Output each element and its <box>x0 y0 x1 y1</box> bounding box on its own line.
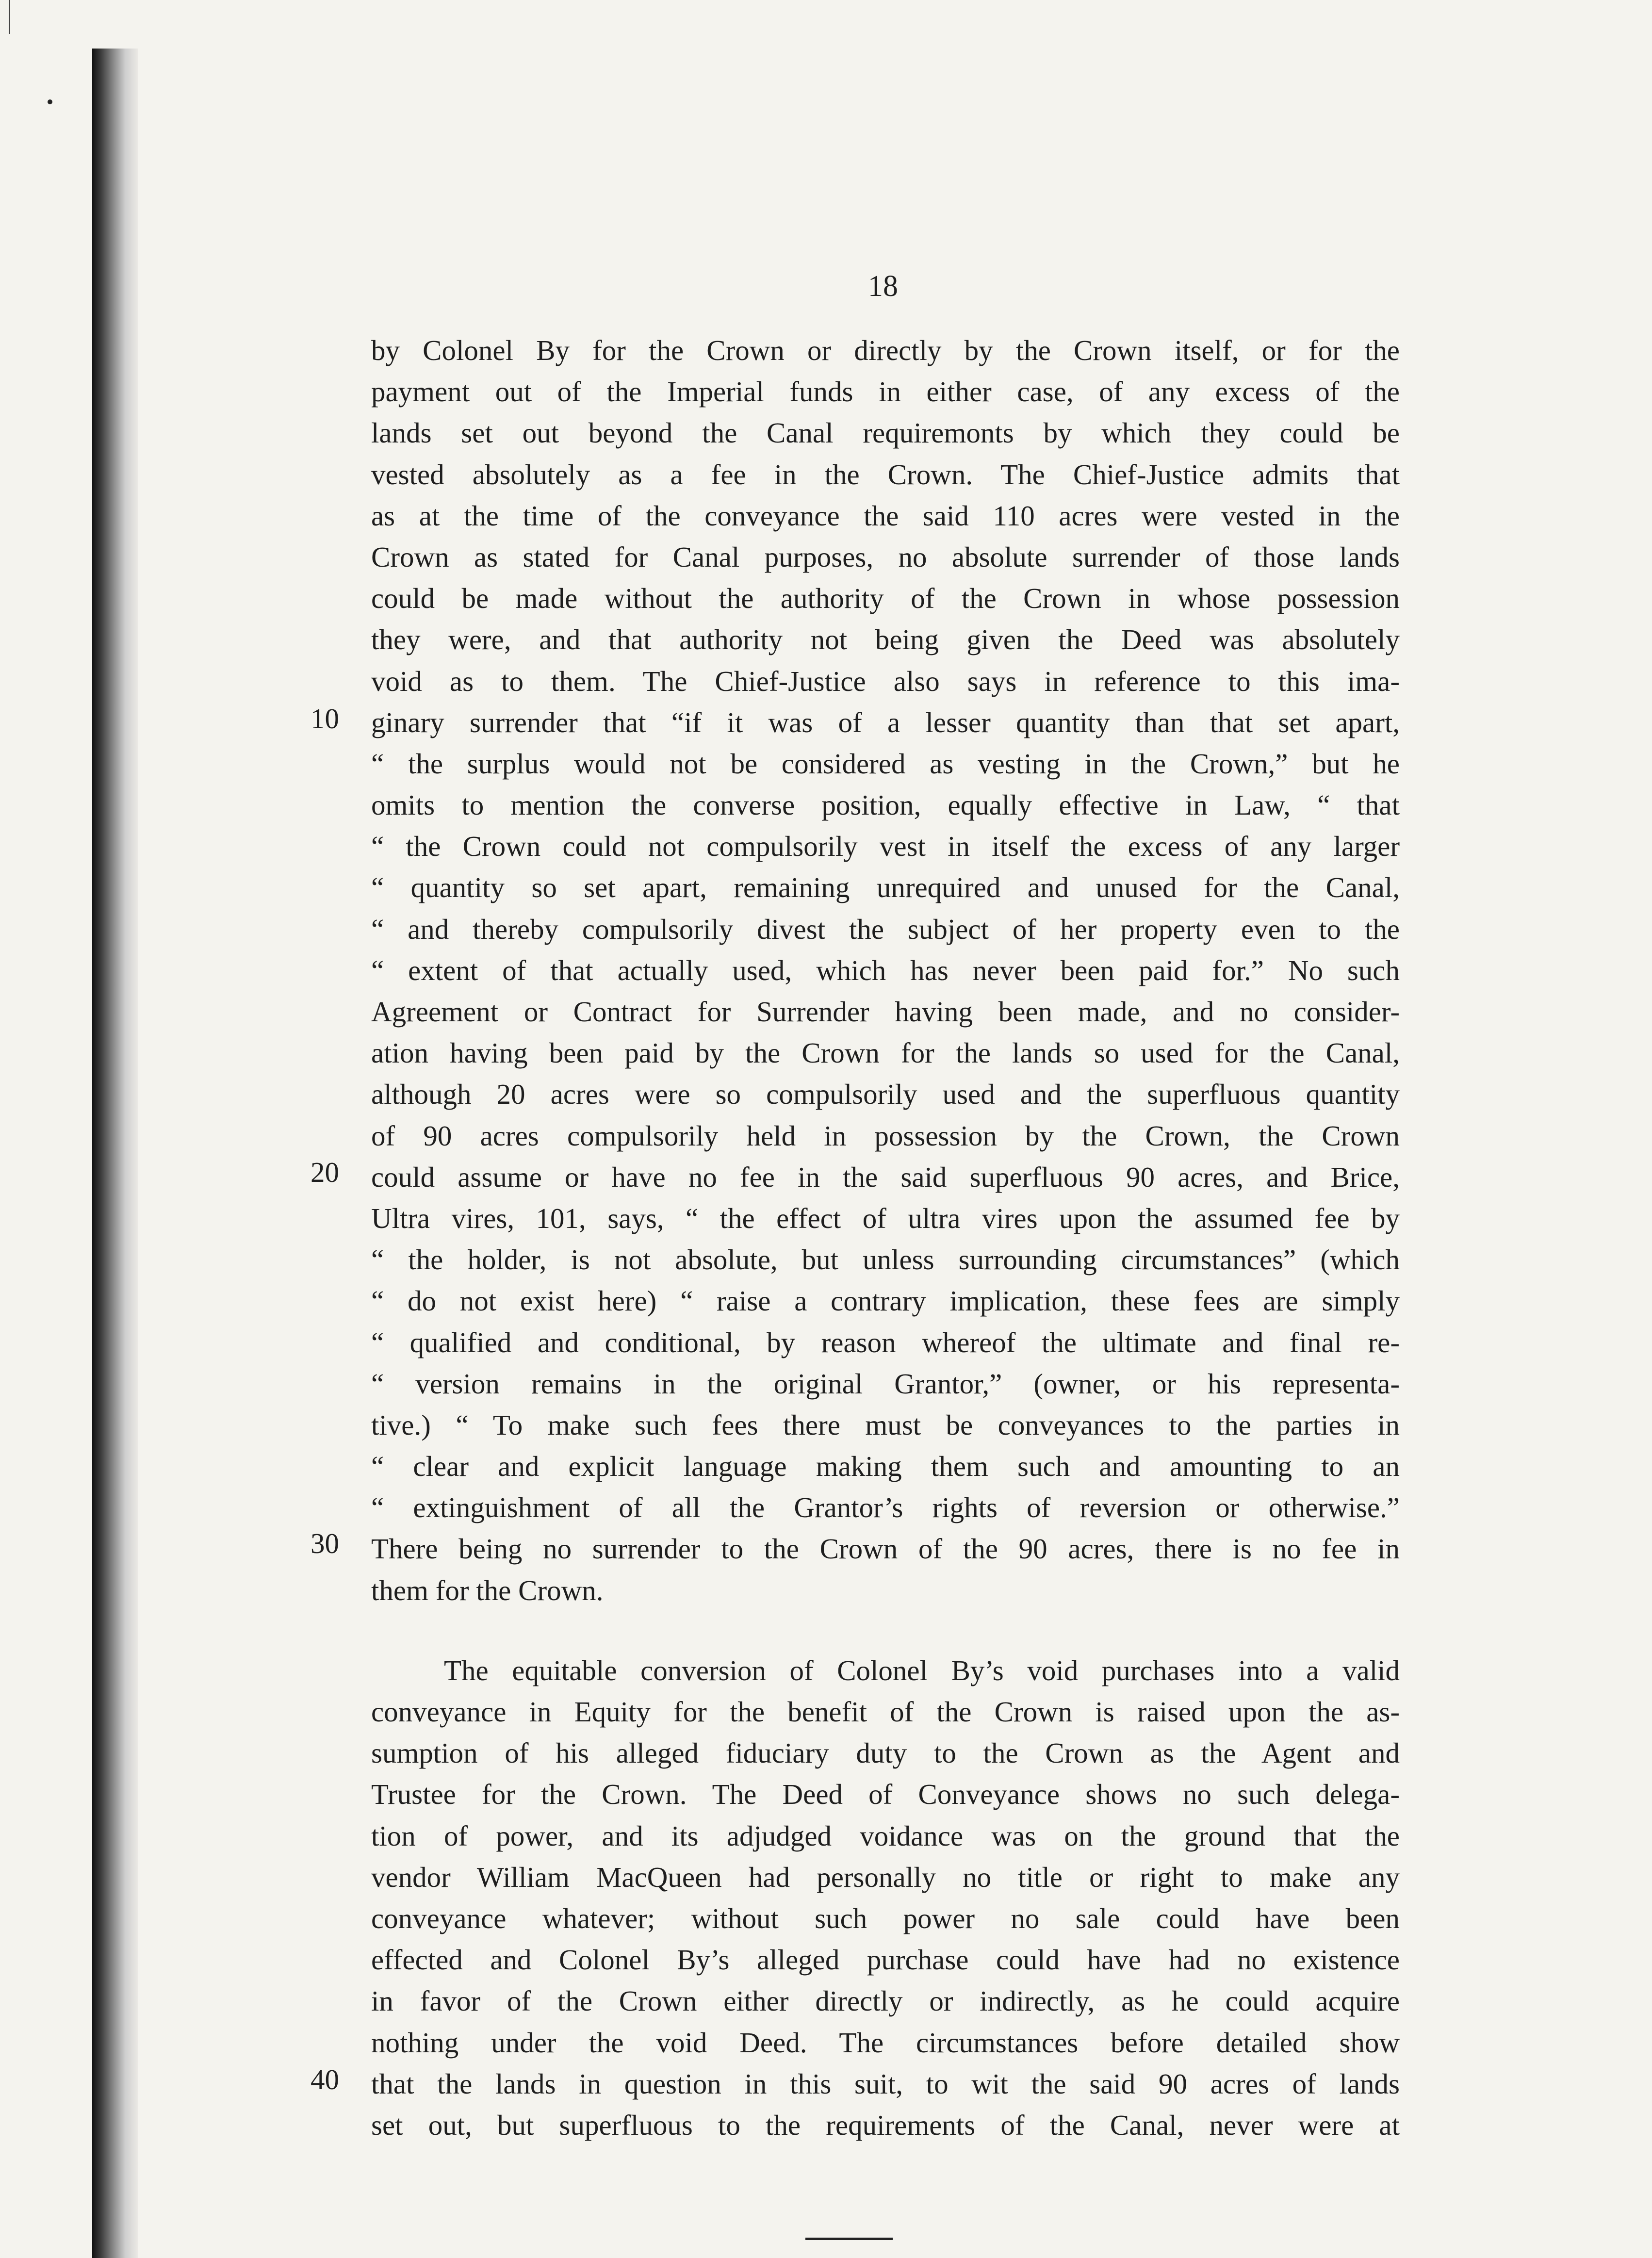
text-line: “ the Crown could not compulsorily vest in itself the excess of any larger <box>371 830 1400 863</box>
text-line: nothing under the void Deed. The circumstances before detailed show <box>371 2026 1400 2059</box>
text-line: ation having been paid by the Crown for the lands so used for the Canal, <box>371 1037 1400 1069</box>
paragraph-2 <box>371 1650 1400 2146</box>
text-line: omits to mention the converse position, equally effective in Law, “ that <box>371 789 1400 821</box>
text-line: lands set out beyond the Canal requiremonts by which they could be <box>371 417 1400 449</box>
text-line: “ quantity so set apart, remaining unrequired and unused for the Canal, <box>371 871 1400 904</box>
line-number-10: 10 <box>311 703 339 735</box>
text-line: “ do not exist here) “ raise a contrary implication, these fees are simply <box>371 1285 1400 1317</box>
line-number-40: 40 <box>311 2063 339 2095</box>
text-line: as at the time of the conveyance the said 110 acres were vested in the <box>371 499 1400 532</box>
text-line: of 90 acres compulsorily held in possession by the Crown, the Crown <box>371 1119 1400 1152</box>
text-line: Crown as stated for Canal purposes, no absolute surrender of those lands <box>371 540 1400 573</box>
page-edge-mark <box>9 0 10 34</box>
text-line: could be made without the authority of the Crown in whose possession <box>371 582 1400 615</box>
text-line: vested absolutely as a fee in the Crown. The Chief-Justice admits that <box>371 458 1400 491</box>
text-line: they were, and that authority not being given the Deed was absolutely <box>371 623 1400 656</box>
text-line: The equitable conversion of Colonel By’s void purchases into a valid <box>444 1654 1400 1686</box>
text-line: them for the Crown. <box>371 1574 604 1606</box>
text-line: Trustee for the Crown. The Deed of Conveyance shows no such delega- <box>371 1778 1400 1811</box>
text-line: ginary surrender that “if it was of a lesser quantity than that set apart, <box>371 706 1400 738</box>
text-line: tive.) “ To make such fees there must be conveyances to the parties in <box>371 1408 1400 1441</box>
text-line: conveyance in Equity for the benefit of the Crown is raised upon the as- <box>371 1696 1400 1728</box>
text-line: “ clear and explicit language making them such and amounting to an <box>371 1450 1400 1483</box>
text-line: “ extinguishment of all the Grantor’s rights of reversion or otherwise.” <box>371 1491 1400 1524</box>
text-line: that the lands in question in this suit, to wit the said 90 acres of lands <box>371 2067 1400 2100</box>
book-binding-shadow <box>92 49 138 2258</box>
text-line: “ and thereby compulsorily divest the subject of her property even to the <box>371 913 1400 945</box>
text-line: although 20 acres were so compulsorily used and the superfluous quantity <box>371 1078 1400 1111</box>
text-line: tion of power, and its adjudged voidance was on the ground that the <box>371 1819 1400 1852</box>
paragraph-gap <box>371 1611 1400 1650</box>
line-number-20: 20 <box>311 1156 339 1188</box>
text-line: void as to them. The Chief-Justice also says in reference to this ima- <box>371 665 1400 697</box>
footer-rule <box>805 2238 893 2240</box>
text-line: set out, but superfluous to the requirements of the Canal, never were at <box>371 2109 1400 2141</box>
page-number: 18 <box>868 270 898 303</box>
text-line: could assume or have no fee in the said superfluous 90 acres, and Brice, <box>371 1161 1400 1193</box>
text-line: payment out of the Imperial funds in either case, of any excess of the <box>371 376 1400 408</box>
page-edge-dot <box>48 99 52 104</box>
text-line: “ extent of that actually used, which has never been paid for.” No such <box>371 954 1400 986</box>
text-line: vendor William MacQueen had personally no title or right to make any <box>371 1861 1400 1893</box>
text-line: Agreement or Contract for Surrender having been made, and no consider- <box>371 996 1400 1028</box>
body-text <box>371 330 1400 2146</box>
text-line: “ qualified and conditional, by reason whereof the ultimate and final re- <box>371 1326 1400 1358</box>
text-line: “ the surplus would not be considered as vesting in the Crown,” but he <box>371 747 1400 780</box>
text-line: “ version remains in the original Grantor,” (owner, or his representa- <box>371 1367 1400 1400</box>
text-line: conveyance whatever; without such power no sale could have been <box>371 1902 1400 1934</box>
paragraph-1 <box>371 330 1400 1611</box>
text-line: effected and Colonel By’s alleged purchase could have had no existence <box>371 1944 1400 1976</box>
text-line: by Colonel By for the Crown or directly by the Crown itself, or for the <box>371 334 1400 366</box>
text-line: in favor of the Crown either directly or indirectly, as he could acquire <box>371 1985 1400 2017</box>
text-line: There being no surrender to the Crown of the 90 acres, there is no fee in <box>371 1533 1400 1565</box>
text-line: sumption of his alleged fiduciary duty to the Crown as the Agent and <box>371 1737 1400 1769</box>
line-number-30: 30 <box>311 1527 339 1559</box>
text-line: Ultra vires, 101, says, “ the effect of ultra vires upon the assumed fee by <box>371 1202 1400 1234</box>
text-line: “ the holder, is not absolute, but unless surrounding circumstances” (which <box>371 1244 1400 1276</box>
